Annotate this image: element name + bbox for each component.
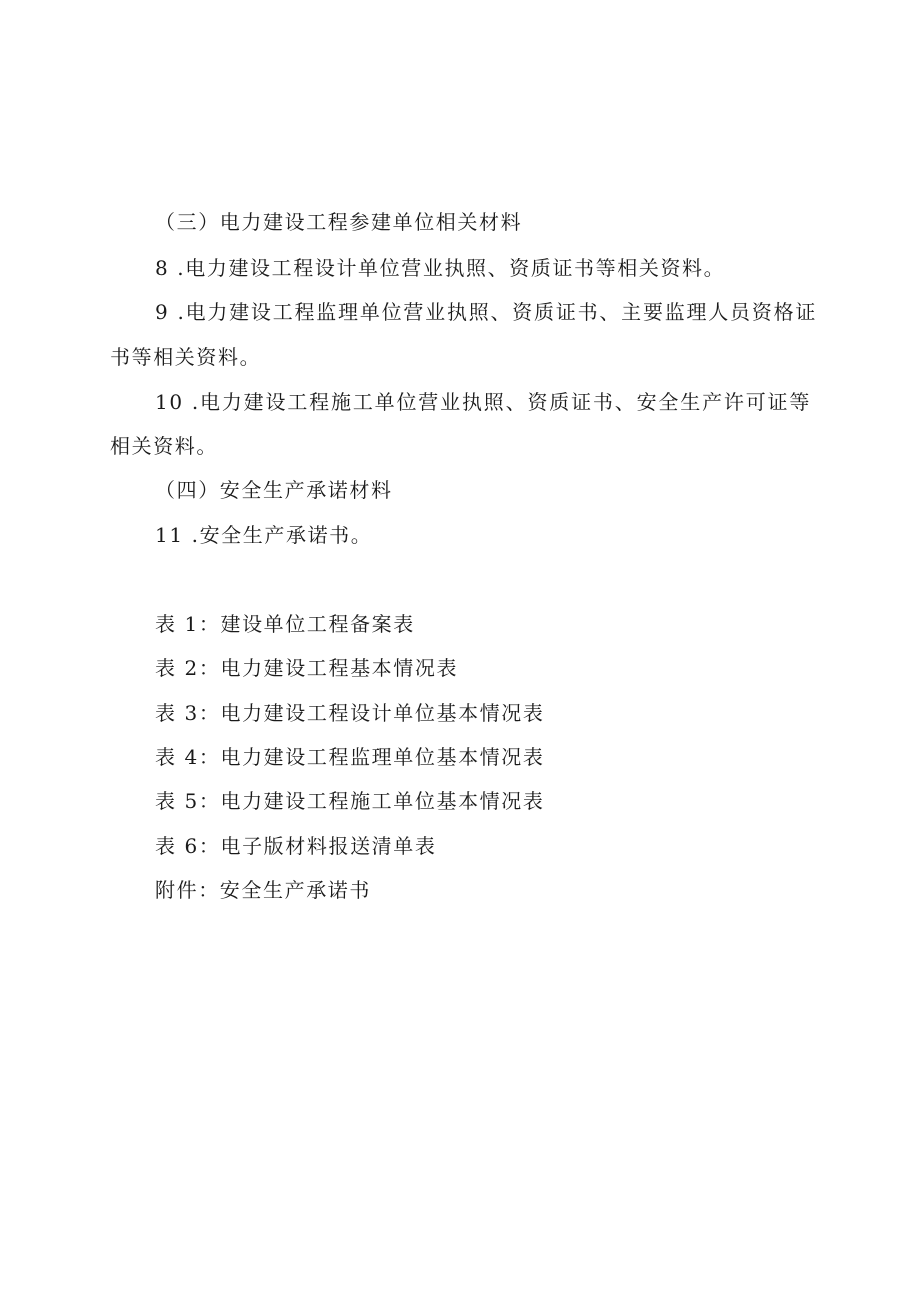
attachment-item: 表 3：电力建设工程设计单位基本情况表 — [155, 701, 545, 725]
section-heading-4: （四）安全生产承诺材料 — [155, 478, 393, 502]
list-item-10-line-1: 10 .电力建设工程施工单位营业执照、资质证书、安全生产许可证等 — [155, 390, 811, 414]
attachment-item: 附件：安全生产承诺书 — [155, 878, 371, 902]
attachment-item: 表 1：建设单位工程备案表 — [155, 612, 415, 636]
list-item-9-line-2: 书等相关资料。 — [110, 345, 262, 369]
list-item-9-line-1: 9 .电力建设工程监理单位营业执照、资质证书、主要监理人员资格证 — [155, 300, 817, 324]
attachment-item: 表 4：电力建设工程监理单位基本情况表 — [155, 745, 545, 769]
attachment-item: 表 2：电力建设工程基本情况表 — [155, 656, 459, 680]
section-heading-3: （三）电力建设工程参建单位相关材料 — [155, 210, 523, 234]
list-item-8: 8 .电力建设工程设计单位营业执照、资质证书等相关资料。 — [155, 256, 726, 280]
list-item-11: 11 .安全生产承诺书。 — [155, 523, 373, 547]
attachment-item: 表 6：电子版材料报送清单表 — [155, 834, 437, 858]
attachment-item: 表 5：电力建设工程施工单位基本情况表 — [155, 789, 545, 813]
list-item-10-line-2: 相关资料。 — [110, 434, 218, 458]
